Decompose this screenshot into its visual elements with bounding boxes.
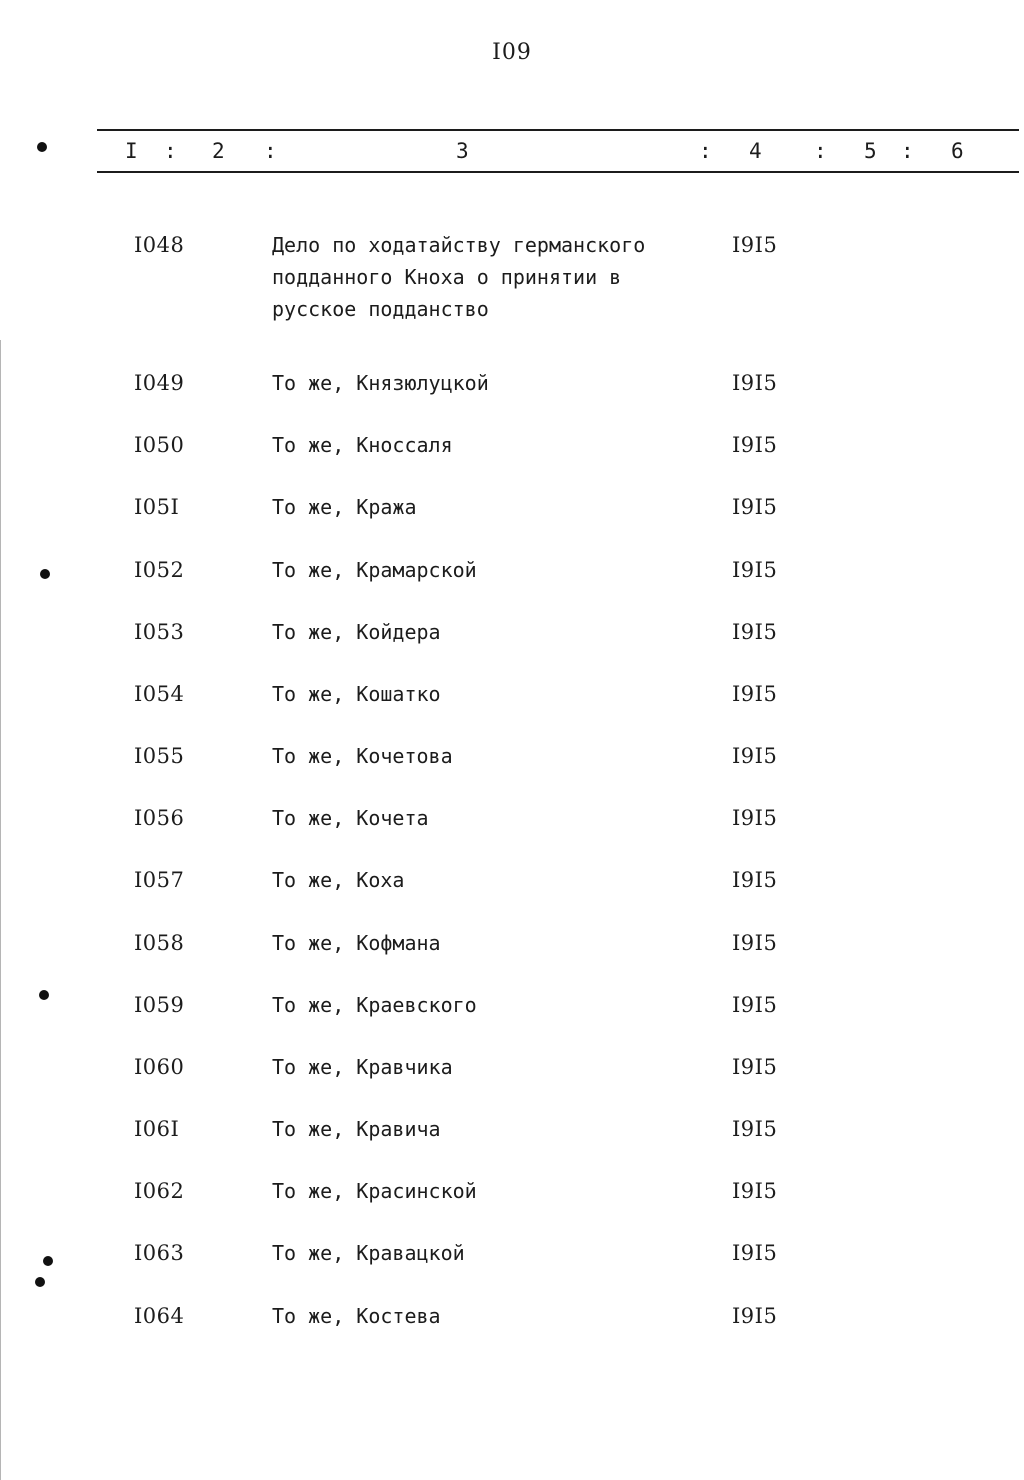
case-year: I9I5 — [732, 371, 778, 395]
case-year: I9I5 — [732, 744, 778, 768]
case-number: I057 — [134, 868, 185, 892]
case-number: I058 — [134, 931, 185, 955]
case-description: То же, Кноссаля — [272, 433, 453, 457]
header-sep-2: : — [264, 139, 277, 163]
case-description: То же, Крамарской — [272, 558, 477, 582]
case-year: I9I5 — [732, 233, 778, 257]
header-sep-5: : — [901, 139, 914, 163]
case-year: I9I5 — [732, 806, 778, 830]
case-year: I9I5 — [732, 868, 778, 892]
case-description: То же, Кошатко — [272, 682, 441, 706]
case-description: То же, Койдера — [272, 620, 441, 644]
case-number: I060 — [134, 1055, 185, 1079]
case-number: I048 — [134, 233, 185, 257]
header-col-5: 5 — [864, 139, 877, 163]
case-description: То же, Кравчика — [272, 1055, 453, 1079]
case-year: I9I5 — [732, 1241, 778, 1265]
case-number: I05I — [134, 495, 180, 519]
header-col-1: I — [125, 139, 138, 163]
case-description: То же, Кравича — [272, 1117, 441, 1141]
header-col-3: 3 — [456, 139, 469, 163]
binder-hole-mark — [39, 990, 49, 1000]
case-number: I063 — [134, 1241, 185, 1265]
case-year: I9I5 — [732, 1304, 778, 1328]
header-col-4: 4 — [749, 139, 762, 163]
binder-hole-mark — [37, 142, 47, 152]
header-sep-1: : — [164, 139, 177, 163]
case-year: I9I5 — [732, 682, 778, 706]
header-rule-bottom — [97, 171, 1019, 173]
case-description: То же, Краевского — [272, 993, 477, 1017]
case-description: То же, Кража — [272, 495, 417, 519]
case-number: I053 — [134, 620, 185, 644]
case-year: I9I5 — [732, 495, 778, 519]
case-number: I064 — [134, 1304, 185, 1328]
header-sep-3: : — [699, 139, 712, 163]
case-description: То же, Князюлуцкой — [272, 371, 489, 395]
binder-hole-mark — [40, 569, 50, 579]
case-year: I9I5 — [732, 931, 778, 955]
case-number: I062 — [134, 1179, 185, 1203]
case-number: I055 — [134, 744, 185, 768]
case-description: То же, Кочета — [272, 806, 429, 830]
case-year: I9I5 — [732, 993, 778, 1017]
case-number: I052 — [134, 558, 185, 582]
header-col-6: 6 — [951, 139, 964, 163]
case-description: То же, Костева — [272, 1304, 441, 1328]
case-year: I9I5 — [732, 620, 778, 644]
scan-edge-line — [0, 340, 1, 1480]
case-description: То же, Коха — [272, 868, 405, 892]
case-year: I9I5 — [732, 1117, 778, 1141]
binder-hole-mark — [43, 1256, 53, 1266]
case-number: I059 — [134, 993, 185, 1017]
case-description: То же, Красинской — [272, 1179, 477, 1203]
page-number: I09 — [492, 40, 532, 65]
case-description: Дело по ходатайству германского подданного Кноха о принятии в русское подданство — [272, 233, 646, 321]
header-col-2: 2 — [212, 139, 225, 163]
case-description: То же, Кочетова — [272, 744, 453, 768]
case-number: I06I — [134, 1117, 180, 1141]
case-number: I054 — [134, 682, 185, 706]
case-number: I049 — [134, 371, 185, 395]
case-number: I050 — [134, 433, 185, 457]
case-number: I056 — [134, 806, 185, 830]
case-description: То же, Кофмана — [272, 931, 441, 955]
binder-hole-mark — [35, 1277, 45, 1287]
case-year: I9I5 — [732, 1055, 778, 1079]
header-sep-4: : — [814, 139, 827, 163]
case-description: То же, Кравацкой — [272, 1241, 465, 1265]
header-rule-top — [97, 129, 1019, 131]
case-year: I9I5 — [732, 1179, 778, 1203]
case-year: I9I5 — [732, 558, 778, 582]
case-year: I9I5 — [732, 433, 778, 457]
